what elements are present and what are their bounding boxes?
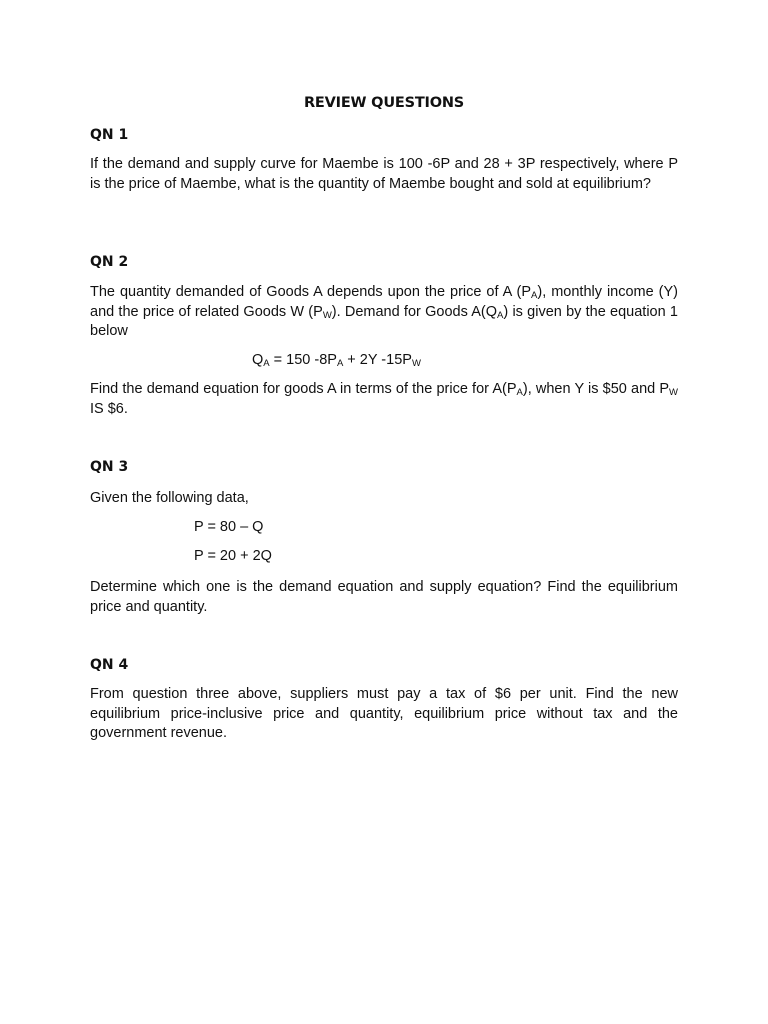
qn3-equation-2: P = 20 + 2Q <box>194 548 272 564</box>
qn2-equation: $Q_A = 150$ $-8P_A + 2Y$ $-15P_W$ <box>252 352 421 369</box>
qn1-heading: QN 1 <box>90 127 129 143</box>
qn3-equation-1: P = 80 – Q <box>194 519 264 535</box>
page-title: REVIEW QUESTIONS <box>303 95 465 111</box>
document-page <box>90 0 678 1024</box>
qn2-heading: QN 2 <box>90 254 129 270</box>
qn2-intro: The quantity demanded of Goods A depends upon the price of A $(P_A)$, monthly income (Y) and the price of related Goods W $(P_W)$. Demand for Goods $A(Q_A)$ is given by the equation 1 below <box>90 284 678 339</box>
qn2-find: Find the demand equation for goods A in terms of the price for $A(P_A)$, when Y is $50 and $P_W$ IS $6. <box>90 381 678 417</box>
qn3-body: Determine which one is the demand equation and supply equation? Find the equilibrium price and quantity. <box>90 579 678 615</box>
qn4-heading: QN 4 <box>90 657 129 673</box>
qn1-body: If the demand and supply curve for Maembe is 100 -6P and 28 + 3P respectively, where P is the price of Maembe, what is the quantity of Maembe bought and sold at equilibrium? <box>90 156 678 192</box>
qn3-given: Given the following data, <box>90 490 249 506</box>
qn4-body: From question three above, suppliers must pay a tax of $6 per unit. Find the new equilibrium price-inclusive price and quantity, equilibrium price without tax and the government revenue. <box>90 686 678 741</box>
qn3-heading: QN 3 <box>90 459 129 475</box>
